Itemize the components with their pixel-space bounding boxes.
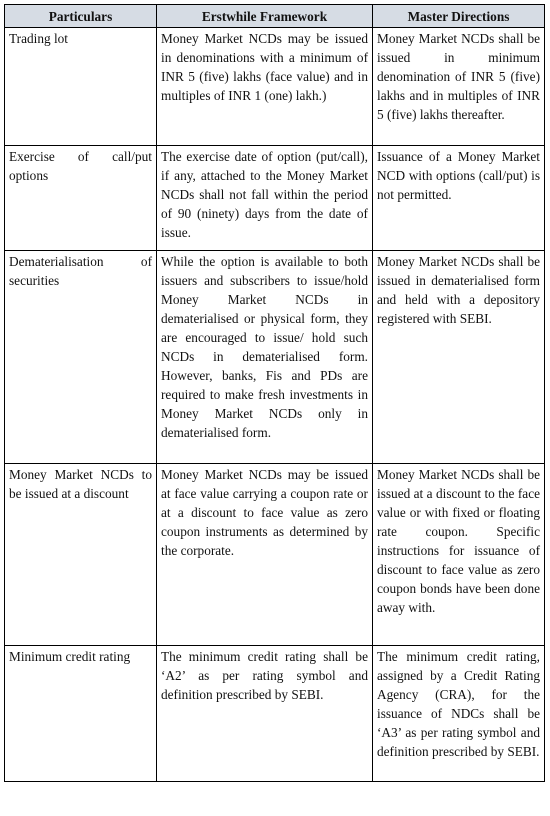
table-row [5, 251, 545, 464]
table-row [5, 464, 545, 646]
particular-cell: Trading lot [5, 28, 157, 146]
erstwhile-cell: While the option is available to both issuers and subscribers to issue/hold Money Market NCDs in dematerialised or physical form, they are encouraged to issue/ hold such NCDs in dematerialised form. However, banks, Fis and PDs are required to make fresh investments in Money Market NCDs only in dematerialised form. [157, 251, 373, 464]
particular-cell: Money Market NCDs to be issued at a discount [5, 464, 157, 646]
table-row [5, 28, 545, 146]
comparison-table [4, 4, 545, 782]
master-cell: Money Market NCDs shall be issued in minimum denomination of INR 5 (five) lakhs and in multiples of INR 5 (five) lakhs thereafter. [373, 28, 545, 146]
table-row [5, 646, 545, 782]
erstwhile-cell: The minimum credit rating shall be ‘A2’ as per rating symbol and definition prescribed by SEBI. [157, 646, 373, 782]
master-cell: The minimum credit rating, assigned by a Credit Rating Agency (CRA), for the issuance of NDCs shall be ‘A3’ as per rating symbol and definition prescribed by SEBI. [373, 646, 545, 782]
master-cell: Money Market NCDs shall be issued in dematerialised form and held with a depository registered with SEBI. [373, 251, 545, 464]
erstwhile-cell: The exercise date of option (put/call), if any, attached to the Money Market NCDs shall not fall within the period of 90 (ninety) days from the date of issue. [157, 146, 373, 251]
erstwhile-cell: Money Market NCDs may be issued at face value carrying a coupon rate or at a discount to face value as zero coupon instruments as determined by the corporate. [157, 464, 373, 646]
comparison-document [4, 4, 545, 782]
particular-cell: Minimum credit rating [5, 646, 157, 782]
master-cell: Issuance of a Money Market NCD with options (call/put) is not permitted. [373, 146, 545, 251]
header-master-directions: Master Directions [373, 5, 545, 28]
table-header-row [5, 5, 545, 28]
table-row [5, 146, 545, 251]
master-cell: Money Market NCDs shall be issued at a discount to the face value or with fixed or floating rate coupon. Specific instructions for issuance of discount to face value as zero coupon bonds have been done away with. [373, 464, 545, 646]
erstwhile-cell: Money Market NCDs may be issued in denominations with a minimum of INR 5 (five) lakhs (face value) and in multiples of INR 1 (one) lakh.) [157, 28, 373, 146]
header-particulars: Particulars [5, 5, 157, 28]
particular-cell: Exercise of call/put options [5, 146, 157, 251]
particular-cell: Dematerialisation of securities [5, 251, 157, 464]
header-erstwhile-framework: Erstwhile Framework [157, 5, 373, 28]
